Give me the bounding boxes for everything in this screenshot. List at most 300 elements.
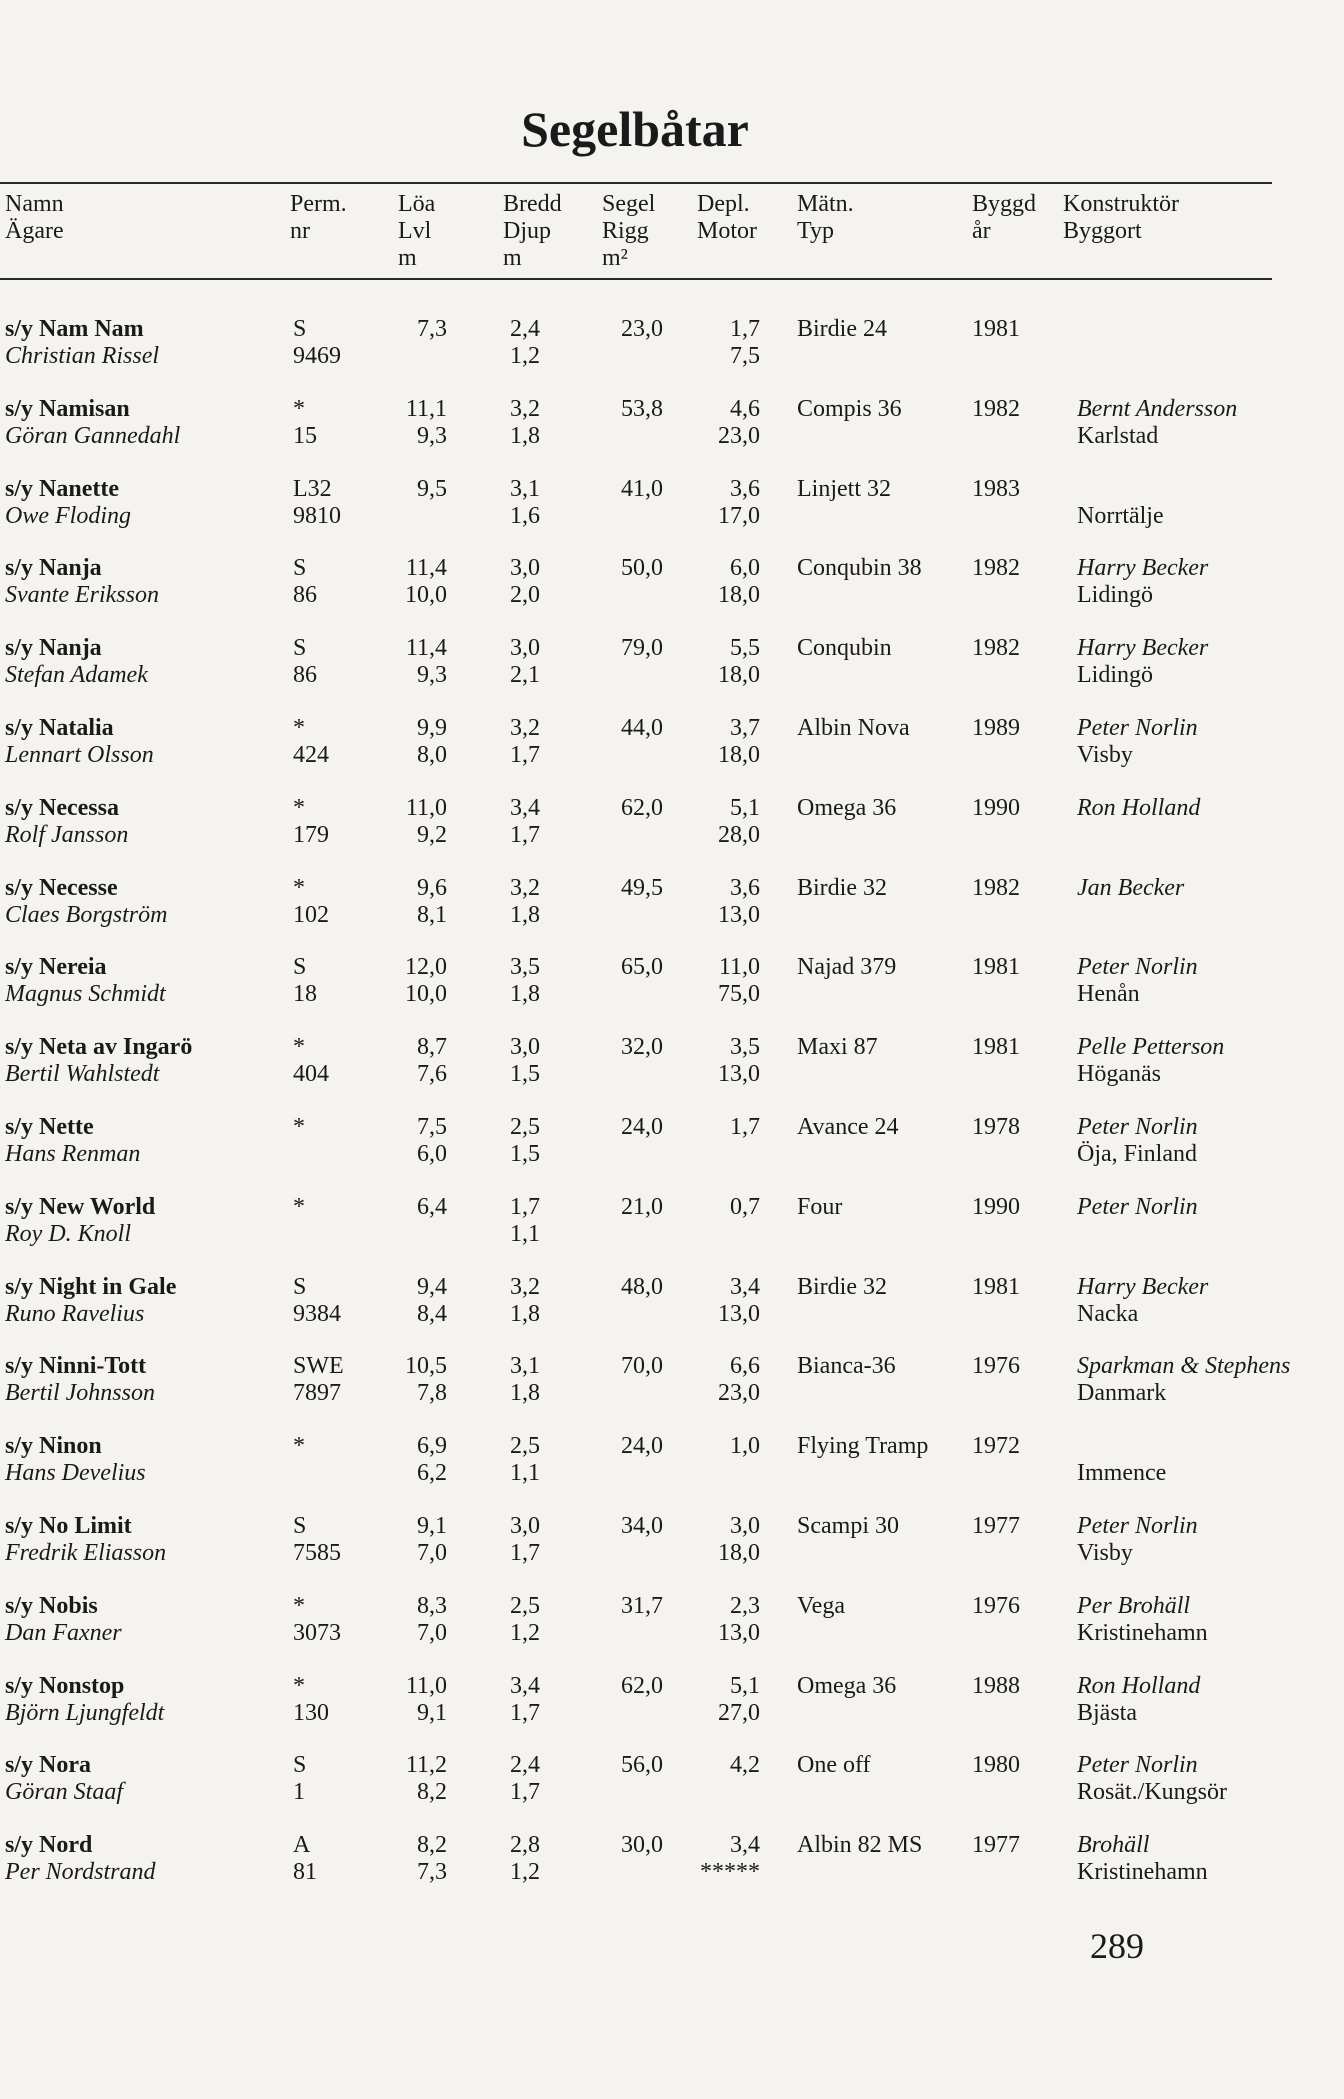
cell-name: s/y Natalia xyxy=(5,715,114,741)
cell-motor: 13,0 xyxy=(718,1061,760,1087)
cell-perm2: 1 xyxy=(293,1779,305,1805)
cell-bredd: 3,2 xyxy=(510,1274,540,1300)
cell-kon: Jan Becker xyxy=(1077,875,1185,901)
cell-motor: 23,0 xyxy=(718,423,760,449)
cell-owner: Göran Gannedahl xyxy=(5,423,181,449)
cell-depl: 3,5 xyxy=(730,1034,760,1060)
cell-name: s/y Nereia xyxy=(5,954,107,980)
cell-perm2: 18 xyxy=(293,981,317,1007)
cell-ort: Danmark xyxy=(1077,1380,1167,1406)
cell-djup: 1,1 xyxy=(510,1221,540,1247)
cell-perm1: * xyxy=(293,1593,305,1619)
cell-ort: Visby xyxy=(1077,742,1133,768)
cell-loa: 10,5 xyxy=(405,1353,447,1379)
cell-owner: Runo Ravelius xyxy=(5,1301,145,1327)
cell-motor: 13,0 xyxy=(718,1620,760,1646)
cell-typ: Birdie 32 xyxy=(797,1274,887,1300)
cell-segel: 31,7 xyxy=(621,1593,663,1619)
cell-loa: 11,0 xyxy=(405,795,447,821)
cell-owner: Hans Renman xyxy=(5,1141,141,1167)
cell-name: s/y Nette xyxy=(5,1114,94,1140)
column-header xyxy=(697,191,757,245)
cell-djup: 1,5 xyxy=(510,1061,540,1087)
cell-year: 1982 xyxy=(972,635,1020,661)
cell-segel: 53,8 xyxy=(621,396,663,422)
cell-bredd: 2,5 xyxy=(510,1114,540,1140)
cell-motor: 18,0 xyxy=(718,662,760,688)
cell-name: s/y Nanja xyxy=(5,635,102,661)
cell-depl: 5,1 xyxy=(730,1673,760,1699)
column-header-line: Byggd xyxy=(972,191,1037,217)
column-header-line: Bredd xyxy=(503,191,562,217)
cell-djup: 1,6 xyxy=(510,503,540,529)
cell-year: 1982 xyxy=(972,396,1020,422)
cell-segel: 50,0 xyxy=(621,555,663,581)
cell-djup: 1,7 xyxy=(510,742,540,768)
column-header xyxy=(1063,191,1179,245)
cell-owner: Hans Develius xyxy=(5,1460,146,1486)
cell-typ: Avance 24 xyxy=(797,1114,899,1140)
cell-kon: Pelle Petterson xyxy=(1077,1034,1225,1060)
cell-year: 1977 xyxy=(972,1513,1020,1539)
cell-owner: Fredrik Eliasson xyxy=(5,1540,167,1566)
cell-depl: 1,7 xyxy=(730,1114,760,1140)
cell-depl: 3,7 xyxy=(730,715,760,741)
cell-perm1: S xyxy=(293,316,307,342)
cell-loa: 8,3 xyxy=(417,1593,447,1619)
cell-djup: 2,0 xyxy=(510,582,540,608)
column-header-line: Löa xyxy=(398,191,436,217)
cell-djup: 1,2 xyxy=(510,1859,540,1885)
cell-motor: 13,0 xyxy=(718,902,760,928)
cell-typ: Albin 82 MS xyxy=(797,1832,923,1858)
cell-kon: Brohäll xyxy=(1077,1832,1150,1858)
cell-year: 1976 xyxy=(972,1593,1020,1619)
cell-perm1: L32 xyxy=(293,476,332,502)
cell-perm1: S xyxy=(293,954,307,980)
cell-ort: Kristinehamn xyxy=(1077,1859,1208,1885)
cell-djup: 1,8 xyxy=(510,1380,540,1406)
cell-name: s/y Necessa xyxy=(5,795,119,821)
cell-lvl: 6,2 xyxy=(417,1460,447,1486)
cell-perm1: * xyxy=(293,1194,305,1220)
cell-depl: 3,6 xyxy=(730,476,760,502)
cell-name: s/y New World xyxy=(5,1194,156,1220)
cell-loa: 12,0 xyxy=(405,954,447,980)
cell-loa: 11,1 xyxy=(405,396,447,422)
cell-kon: Harry Becker xyxy=(1077,1274,1209,1300)
cell-lvl: 7,0 xyxy=(417,1540,447,1566)
cell-typ: Conqubin xyxy=(797,635,892,661)
cell-name: s/y Ninni-Tott xyxy=(5,1353,147,1379)
cell-perm2: 9384 xyxy=(293,1301,341,1327)
cell-motor: 27,0 xyxy=(718,1700,760,1726)
cell-loa: 8,7 xyxy=(417,1034,447,1060)
column-header xyxy=(602,191,655,272)
cell-owner: Rolf Jansson xyxy=(5,822,129,848)
cell-name: s/y Nanette xyxy=(5,476,119,502)
cell-perm2: 86 xyxy=(293,582,317,608)
cell-segel: 23,0 xyxy=(621,316,663,342)
cell-year: 1989 xyxy=(972,715,1020,741)
cell-depl: 11,0 xyxy=(718,954,760,980)
cell-ort: Nacka xyxy=(1077,1301,1139,1327)
cell-motor: 17,0 xyxy=(718,503,760,529)
cell-depl: 6,6 xyxy=(730,1353,760,1379)
column-header-line: Djup xyxy=(503,218,551,244)
cell-djup: 2,1 xyxy=(510,662,540,688)
cell-owner: Magnus Schmidt xyxy=(5,981,166,1007)
cell-djup: 1,1 xyxy=(510,1460,540,1486)
cell-kon: Peter Norlin xyxy=(1077,1194,1198,1220)
cell-kon: Harry Becker xyxy=(1077,635,1209,661)
cell-loa: 9,5 xyxy=(417,476,447,502)
cell-djup: 1,2 xyxy=(510,1620,540,1646)
cell-djup: 1,8 xyxy=(510,902,540,928)
cell-depl: 5,1 xyxy=(730,795,760,821)
cell-year: 1981 xyxy=(972,1034,1020,1060)
cell-perm1: A xyxy=(293,1832,311,1858)
column-header-line: Rigg xyxy=(602,218,649,244)
cell-lvl: 10,0 xyxy=(405,582,447,608)
column-header-line: Namn xyxy=(5,191,64,217)
column-header xyxy=(290,191,347,245)
cell-bredd: 2,8 xyxy=(510,1832,540,1858)
cell-perm1: * xyxy=(293,1433,305,1459)
cell-owner: Stefan Adamek xyxy=(5,662,148,688)
cell-segel: 34,0 xyxy=(621,1513,663,1539)
cell-motor: 18,0 xyxy=(718,742,760,768)
cell-bredd: 2,5 xyxy=(510,1593,540,1619)
column-header xyxy=(503,191,562,272)
cell-motor: 75,0 xyxy=(718,981,760,1007)
cell-perm2: 7585 xyxy=(293,1540,341,1566)
cell-year: 1981 xyxy=(972,954,1020,980)
cell-owner: Owe Floding xyxy=(5,503,131,529)
cell-segel: 56,0 xyxy=(621,1752,663,1778)
cell-djup: 1,7 xyxy=(510,822,540,848)
column-header-line: Depl. xyxy=(697,191,750,217)
cell-depl: 5,5 xyxy=(730,635,760,661)
cell-depl: 2,3 xyxy=(730,1593,760,1619)
cell-perm1: SWE xyxy=(293,1353,344,1379)
cell-perm1: S xyxy=(293,1513,307,1539)
cell-perm1: * xyxy=(293,875,305,901)
column-header-line: m xyxy=(398,245,417,271)
cell-perm2: 102 xyxy=(293,902,329,928)
cell-bredd: 3,1 xyxy=(510,476,540,502)
cell-lvl: 9,2 xyxy=(417,822,447,848)
cell-year: 1976 xyxy=(972,1353,1020,1379)
cell-owner: Göran Staaf xyxy=(5,1779,124,1805)
cell-loa: 9,1 xyxy=(417,1513,447,1539)
cell-bredd: 3,0 xyxy=(510,635,540,661)
cell-lvl: 6,0 xyxy=(417,1141,447,1167)
cell-kon: Per Brohäll xyxy=(1077,1593,1191,1619)
cell-ort: Höganäs xyxy=(1077,1061,1161,1087)
cell-owner: Bertil Wahlstedt xyxy=(5,1061,160,1087)
cell-perm1: S xyxy=(293,1274,307,1300)
cell-depl: 3,0 xyxy=(730,1513,760,1539)
cell-typ: Flying Tramp xyxy=(797,1433,929,1459)
cell-perm2: 9469 xyxy=(293,343,341,369)
cell-year: 1990 xyxy=(972,1194,1020,1220)
cell-name: s/y No Limit xyxy=(5,1513,132,1539)
cell-typ: Maxi 87 xyxy=(797,1034,878,1060)
cell-bredd: 3,0 xyxy=(510,555,540,581)
cell-ort: Lidingö xyxy=(1077,662,1153,688)
cell-year: 1990 xyxy=(972,795,1020,821)
column-header-line: Konstruktör xyxy=(1063,191,1179,217)
column-header xyxy=(5,191,64,245)
cell-kon: Ron Holland xyxy=(1077,1673,1201,1699)
cell-owner: Christian Rissel xyxy=(5,343,160,369)
cell-djup: 1,5 xyxy=(510,1141,540,1167)
header-bottom-rule xyxy=(0,278,1272,280)
cell-name: s/y Namisan xyxy=(5,396,130,422)
cell-depl: 3,4 xyxy=(730,1274,760,1300)
cell-perm2: 179 xyxy=(293,822,329,848)
cell-perm1: * xyxy=(293,1673,305,1699)
cell-lvl: 7,8 xyxy=(417,1380,447,1406)
cell-djup: 1,8 xyxy=(510,981,540,1007)
cell-depl: 1,0 xyxy=(730,1433,760,1459)
cell-loa: 11,2 xyxy=(405,1752,447,1778)
cell-kon: Bernt Andersson xyxy=(1077,396,1238,422)
cell-ort: Visby xyxy=(1077,1540,1133,1566)
cell-owner: Svante Eriksson xyxy=(5,582,159,608)
column-header xyxy=(797,191,854,245)
cell-ort: Karlstad xyxy=(1077,423,1159,449)
cell-year: 1988 xyxy=(972,1673,1020,1699)
cell-depl: 0,7 xyxy=(730,1194,760,1220)
cell-djup: 1,7 xyxy=(510,1779,540,1805)
cell-depl: 3,6 xyxy=(730,875,760,901)
column-header-line: Typ xyxy=(797,218,834,244)
cell-owner: Per Nordstrand xyxy=(5,1859,156,1885)
cell-depl: 4,6 xyxy=(730,396,760,422)
cell-owner: Lennart Olsson xyxy=(5,742,154,768)
cell-typ: Conqubin 38 xyxy=(797,555,922,581)
cell-perm2: 86 xyxy=(293,662,317,688)
cell-name: s/y Nanja xyxy=(5,555,102,581)
cell-loa: 9,6 xyxy=(417,875,447,901)
cell-lvl: 8,2 xyxy=(417,1779,447,1805)
cell-typ: Omega 36 xyxy=(797,1673,897,1699)
cell-loa: 11,4 xyxy=(405,555,447,581)
column-header-line: Perm. xyxy=(290,191,347,217)
cell-loa: 9,4 xyxy=(417,1274,447,1300)
cell-name: s/y Necesse xyxy=(5,875,118,901)
cell-segel: 65,0 xyxy=(621,954,663,980)
cell-segel: 32,0 xyxy=(621,1034,663,1060)
column-header-line: Segel xyxy=(602,191,656,217)
cell-loa: 7,3 xyxy=(417,316,447,342)
cell-segel: 79,0 xyxy=(621,635,663,661)
cell-loa: 6,9 xyxy=(417,1433,447,1459)
cell-motor: 18,0 xyxy=(718,1540,760,1566)
cell-segel: 21,0 xyxy=(621,1194,663,1220)
column-header-line: Byggort xyxy=(1063,218,1142,244)
cell-year: 1983 xyxy=(972,476,1020,502)
cell-bredd: 3,1 xyxy=(510,1353,540,1379)
column-header-line: år xyxy=(972,218,991,244)
cell-year: 1981 xyxy=(972,1274,1020,1300)
cell-perm2: 7897 xyxy=(293,1380,341,1406)
cell-loa: 11,4 xyxy=(405,635,447,661)
cell-segel: 44,0 xyxy=(621,715,663,741)
column-header-line: Lvl xyxy=(398,218,432,244)
cell-lvl: 7,6 xyxy=(417,1061,447,1087)
cell-segel: 24,0 xyxy=(621,1433,663,1459)
cell-kon: Peter Norlin xyxy=(1077,715,1198,741)
cell-name: s/y Ninon xyxy=(5,1433,102,1459)
cell-kon: Peter Norlin xyxy=(1077,1114,1198,1140)
cell-djup: 1,8 xyxy=(510,1301,540,1327)
cell-segel: 48,0 xyxy=(621,1274,663,1300)
cell-loa: 8,2 xyxy=(417,1832,447,1858)
cell-lvl: 9,3 xyxy=(417,662,447,688)
cell-owner: Roy D. Knoll xyxy=(5,1221,131,1247)
cell-lvl: 7,3 xyxy=(417,1859,447,1885)
cell-loa: 11,0 xyxy=(405,1673,447,1699)
cell-motor: 23,0 xyxy=(718,1380,760,1406)
cell-year: 1978 xyxy=(972,1114,1020,1140)
cell-djup: 1,8 xyxy=(510,423,540,449)
cell-perm2: 15 xyxy=(293,423,317,449)
page-title: Segelbåtar xyxy=(521,101,749,157)
header-top-rule xyxy=(0,182,1272,184)
cell-perm2: 404 xyxy=(293,1061,329,1087)
cell-segel: 30,0 xyxy=(621,1832,663,1858)
cell-lvl: 8,4 xyxy=(417,1301,447,1327)
column-header xyxy=(398,191,435,272)
cell-bredd: 3,2 xyxy=(510,396,540,422)
cell-ort: Immence xyxy=(1077,1460,1167,1486)
cell-bredd: 1,7 xyxy=(510,1194,540,1220)
column-header-line: m xyxy=(503,245,522,271)
cell-perm1: S xyxy=(293,635,307,661)
cell-depl: 6,0 xyxy=(730,555,760,581)
cell-kon: Peter Norlin xyxy=(1077,1752,1198,1778)
cell-kon: Peter Norlin xyxy=(1077,954,1198,980)
cell-lvl: 10,0 xyxy=(405,981,447,1007)
cell-name: s/y Night in Gale xyxy=(5,1274,177,1300)
cell-typ: Four xyxy=(797,1194,843,1220)
cell-year: 1981 xyxy=(972,316,1020,342)
cell-djup: 1,7 xyxy=(510,1540,540,1566)
cell-typ: Vega xyxy=(797,1593,845,1619)
cell-ort: Öja, Finland xyxy=(1077,1141,1197,1167)
cell-kon: Ron Holland xyxy=(1077,795,1201,821)
cell-perm1: * xyxy=(293,396,305,422)
cell-segel: 24,0 xyxy=(621,1114,663,1140)
cell-typ: One off xyxy=(797,1752,871,1778)
cell-segel: 62,0 xyxy=(621,795,663,821)
cell-perm2: 81 xyxy=(293,1859,317,1885)
cell-owner: Bertil Johnsson xyxy=(5,1380,155,1406)
column-header-line: m² xyxy=(602,245,628,271)
cell-segel: 62,0 xyxy=(621,1673,663,1699)
cell-bredd: 2,4 xyxy=(510,316,540,342)
cell-lvl: 8,0 xyxy=(417,742,447,768)
cell-perm1: * xyxy=(293,1114,305,1140)
cell-bredd: 3,4 xyxy=(510,1673,540,1699)
cell-bredd: 3,0 xyxy=(510,1513,540,1539)
cell-owner: Claes Borgström xyxy=(5,902,168,928)
cell-owner: Dan Faxner xyxy=(5,1620,122,1646)
cell-loa: 6,4 xyxy=(417,1194,447,1220)
cell-ort: Kristinehamn xyxy=(1077,1620,1208,1646)
cell-lvl: 9,3 xyxy=(417,423,447,449)
cell-depl: 1,7 xyxy=(730,316,760,342)
cell-name: s/y Nora xyxy=(5,1752,91,1778)
cell-bredd: 2,5 xyxy=(510,1433,540,1459)
cell-name: s/y Nord xyxy=(5,1832,93,1858)
cell-ort: Rosät./Kungsör xyxy=(1077,1779,1227,1805)
cell-ort: Norrtälje xyxy=(1077,503,1164,529)
cell-kon: Sparkman & Stephens xyxy=(1077,1353,1291,1379)
cell-ort: Bjästa xyxy=(1077,1700,1137,1726)
cell-typ: Compis 36 xyxy=(797,396,902,422)
cell-perm1: S xyxy=(293,1752,307,1778)
cell-motor: ***** xyxy=(700,1859,760,1885)
cell-typ: Birdie 24 xyxy=(797,316,887,342)
cell-name: s/y Nam Nam xyxy=(5,316,144,342)
cell-year: 1982 xyxy=(972,555,1020,581)
page-number: 289 xyxy=(1090,1926,1144,1966)
cell-segel: 49,5 xyxy=(621,875,663,901)
cell-lvl: 8,1 xyxy=(417,902,447,928)
cell-typ: Scampi 30 xyxy=(797,1513,899,1539)
cell-motor: 13,0 xyxy=(718,1301,760,1327)
cell-motor: 7,5 xyxy=(730,343,760,369)
cell-lvl: 9,1 xyxy=(417,1700,447,1726)
cell-loa: 7,5 xyxy=(417,1114,447,1140)
cell-typ: Najad 379 xyxy=(797,954,897,980)
cell-perm1: * xyxy=(293,715,305,741)
cell-owner: Björn Ljungfeldt xyxy=(5,1700,165,1726)
column-header-line: Motor xyxy=(697,218,757,244)
cell-bredd: 3,5 xyxy=(510,954,540,980)
cell-perm1: S xyxy=(293,555,307,581)
cell-typ: Bianca-36 xyxy=(797,1353,896,1379)
cell-ort: Lidingö xyxy=(1077,582,1153,608)
column-header-line: Ägare xyxy=(5,218,64,244)
cell-bredd: 3,2 xyxy=(510,715,540,741)
cell-perm1: * xyxy=(293,795,305,821)
cell-djup: 1,7 xyxy=(510,1700,540,1726)
cell-motor: 28,0 xyxy=(718,822,760,848)
cell-depl: 3,4 xyxy=(730,1832,760,1858)
cell-year: 1972 xyxy=(972,1433,1020,1459)
cell-bredd: 2,4 xyxy=(510,1752,540,1778)
cell-lvl: 7,0 xyxy=(417,1620,447,1646)
column-header-line: Mätn. xyxy=(797,191,854,217)
column-header xyxy=(972,191,1036,245)
cell-bredd: 3,2 xyxy=(510,875,540,901)
cell-segel: 70,0 xyxy=(621,1353,663,1379)
cell-year: 1980 xyxy=(972,1752,1020,1778)
cell-segel: 41,0 xyxy=(621,476,663,502)
cell-typ: Birdie 32 xyxy=(797,875,887,901)
cell-perm2: 3073 xyxy=(293,1620,341,1646)
cell-name: s/y Neta av Ingarö xyxy=(5,1034,193,1060)
cell-year: 1977 xyxy=(972,1832,1020,1858)
cell-bredd: 3,0 xyxy=(510,1034,540,1060)
cell-kon: Peter Norlin xyxy=(1077,1513,1198,1539)
cell-motor: 18,0 xyxy=(718,582,760,608)
